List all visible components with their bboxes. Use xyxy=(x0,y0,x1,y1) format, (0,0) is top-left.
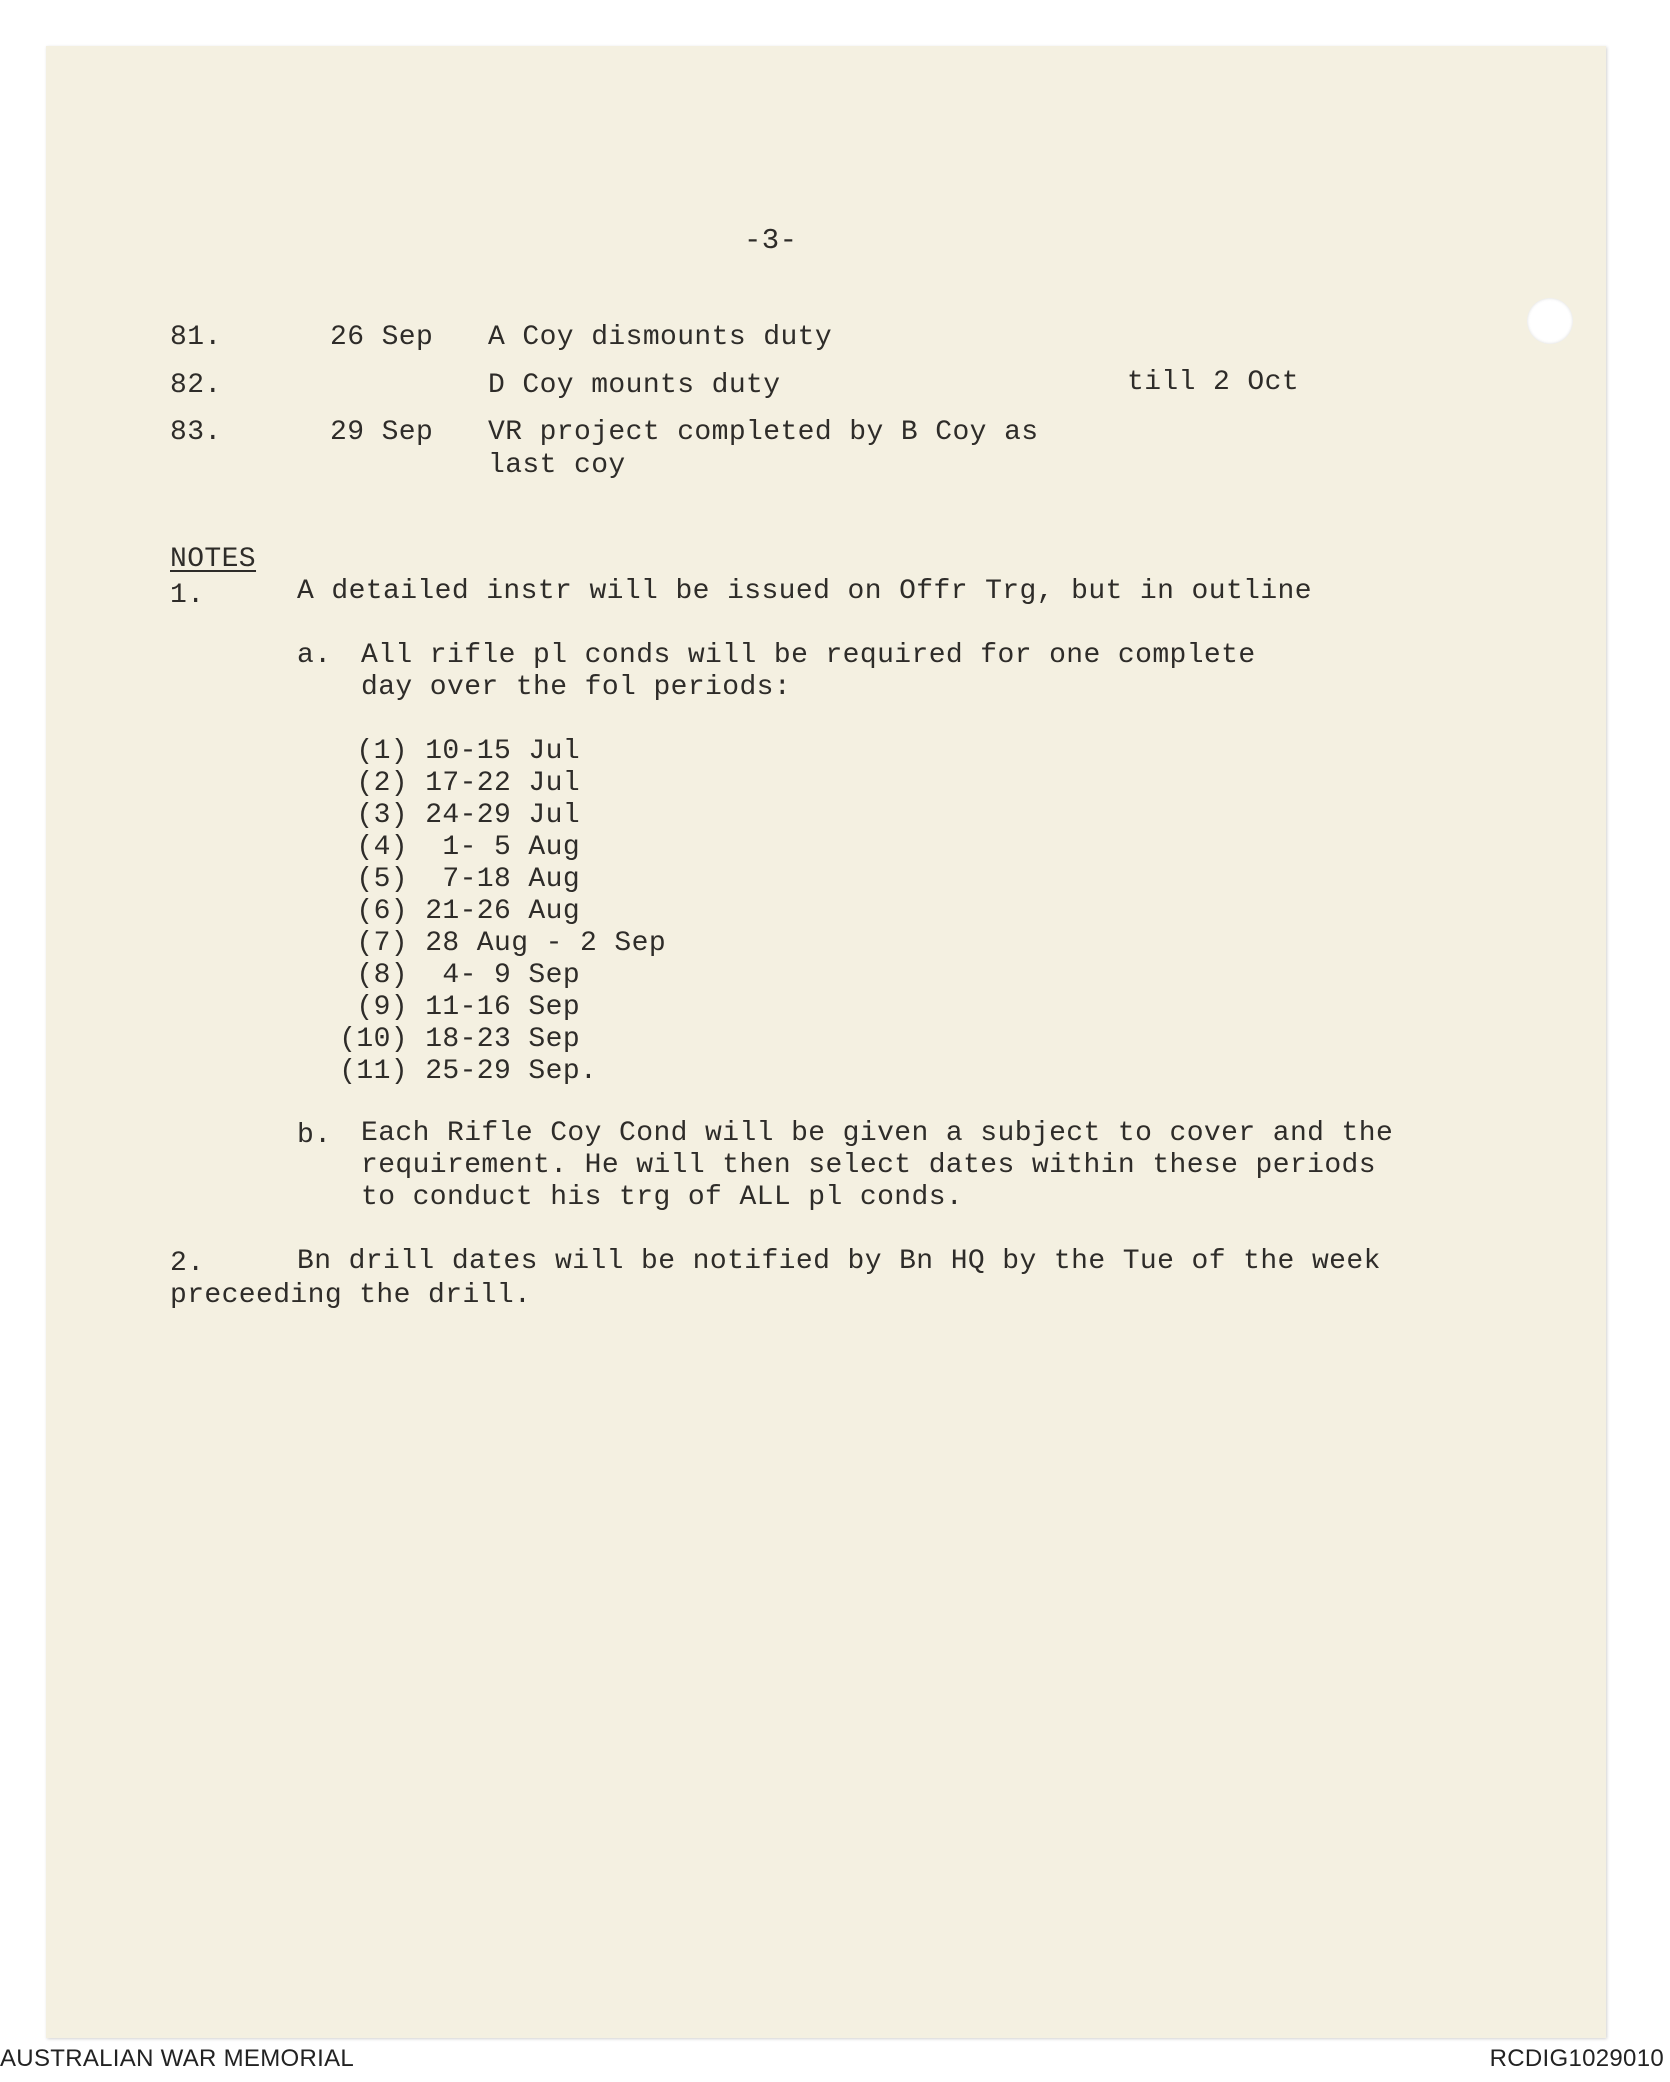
note-1a-line2: day over the fol periods: xyxy=(361,672,792,703)
entry-83-date: 29 Sep xyxy=(330,417,434,448)
note-1b-line1: Each Rifle Coy Cond will be given a subject to cover and the xyxy=(361,1118,1394,1149)
period-number: (7) xyxy=(356,928,408,959)
period-number: (11) xyxy=(339,1056,408,1087)
note-1a-line1: All rifle pl conds will be required for one complete xyxy=(361,640,1256,671)
period-number: (6) xyxy=(356,896,408,927)
note-2-line1: Bn drill dates will be notified by Bn HQ by the Tue of the week xyxy=(297,1246,1381,1277)
period-number: (4) xyxy=(356,832,408,863)
period-item xyxy=(322,800,580,832)
punch-hole xyxy=(1527,298,1573,344)
note-1a-label: a. xyxy=(297,640,332,671)
period-dates: 25-29 Sep. xyxy=(425,1056,598,1087)
entry-83-text-line2: last coy xyxy=(488,450,626,481)
period-number: (9) xyxy=(356,992,408,1023)
entry-82-text: D Coy mounts duty xyxy=(488,370,781,401)
note-1-number: 1. xyxy=(170,580,205,611)
archive-credit: AUSTRALIAN WAR MEMORIAL xyxy=(0,2045,355,2072)
period-item xyxy=(322,960,580,992)
entry-81-number: 81. xyxy=(170,322,222,353)
period-number: (10) xyxy=(339,1024,408,1055)
period-dates: 7-18 Aug xyxy=(425,864,581,895)
period-item xyxy=(322,1056,597,1088)
entry-81-text: A Coy dismounts duty xyxy=(488,322,833,353)
period-dates: 11-16 Sep xyxy=(425,992,581,1023)
period-item xyxy=(322,768,580,800)
period-dates: 4- 9 Sep xyxy=(425,960,581,991)
period-item xyxy=(322,896,580,928)
period-item xyxy=(322,928,666,960)
period-dates: 24-29 Jul xyxy=(425,800,581,831)
period-dates: 18-23 Sep xyxy=(425,1024,581,1055)
entry-82-number: 82. xyxy=(170,370,222,401)
period-number: (8) xyxy=(356,960,408,991)
note-1-intro: A detailed instr will be issued on Offr Trg, but in outline xyxy=(297,576,1312,607)
period-number: (3) xyxy=(356,800,408,831)
note-2-line2: preceeding the drill. xyxy=(170,1280,532,1311)
period-number: (5) xyxy=(356,864,408,895)
page-number: -3- xyxy=(744,224,798,257)
period-item xyxy=(322,832,580,864)
period-item xyxy=(322,864,580,896)
period-item xyxy=(322,1024,580,1056)
note-2-number: 2. xyxy=(170,1248,205,1279)
period-dates: 10-15 Jul xyxy=(425,736,581,767)
entry-83-number: 83. xyxy=(170,417,222,448)
period-number: (2) xyxy=(356,768,408,799)
archive-id: RCDIG1029010 xyxy=(1489,2045,1664,2072)
entry-82-note: till 2 Oct xyxy=(1127,367,1300,398)
notes-heading: NOTES xyxy=(170,544,257,575)
period-dates: 21-26 Aug xyxy=(425,896,581,927)
period-item xyxy=(322,992,580,1024)
note-1b-line3: to conduct his trg of ALL pl conds. xyxy=(361,1182,964,1213)
period-dates: 17-22 Jul xyxy=(425,768,581,799)
period-dates: 28 Aug - 2 Sep xyxy=(425,928,667,959)
period-dates: 1- 5 Aug xyxy=(425,832,581,863)
entry-81-date: 26 Sep xyxy=(330,322,434,353)
period-item xyxy=(322,736,580,768)
note-1b-label: b. xyxy=(297,1120,332,1151)
period-number: (1) xyxy=(356,736,408,767)
entry-83-text-line1: VR project completed by B Coy as xyxy=(488,417,1039,448)
note-1b-line2: requirement. He will then select dates within these periods xyxy=(361,1150,1376,1181)
